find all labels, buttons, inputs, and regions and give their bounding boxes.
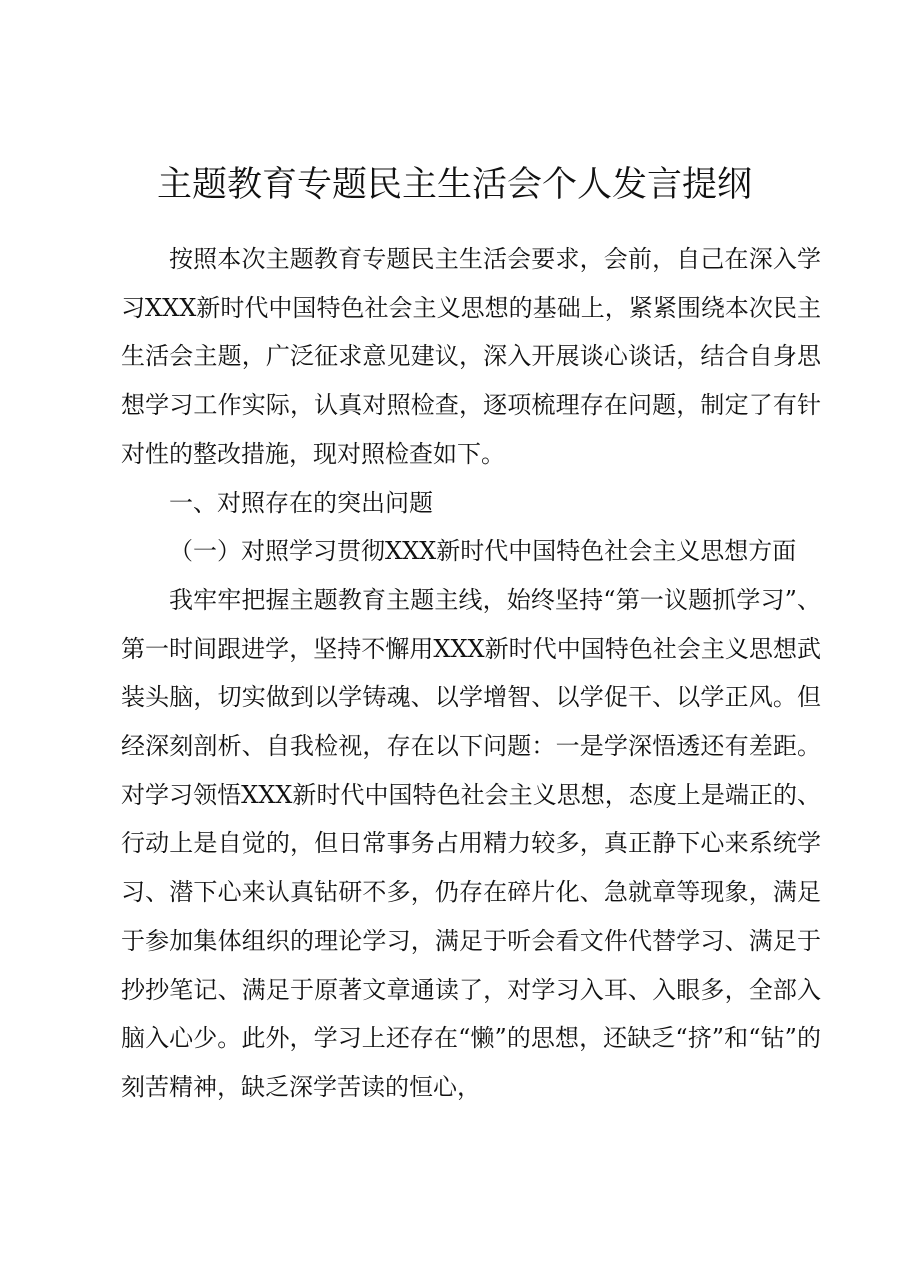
document-title: 主题教育专题民主生活会个人发言提纲 [156, 165, 752, 205]
body-paragraph: 我牢牢把握主题教育主题主线，始终坚持“第一议题抓学习”、第一时间跟进学，坚持不懈用XXX新时代中国特色社会主义思想武装头脑，切实做到以学铸魂、以学增智、以学促干、以学正风。但经深刻剖析、自我检视，存在以下问题：一是学深悟透还有差距。对学习领悟XXX新时代中国特色社会主义思想，态度上是端正的、行动上是自觉的，但日常事务占用精力较多，真正静下心来系统学习、潜下心来认真钻研不多，仍存在碎片化、急就章等现象，满足于参加集体组织的理论学习，满足于听会看文件代替学习、满足于抄抄笔记、满足于原著文章通读了，对学习入耳、入眼多，全部入脑入心少。此外，学习上还存在“懒”的思想，还缺乏“挤”和“钻”的刻苦精神，缺乏深学苦读的恒心， [121, 585, 821, 1101]
section-heading: 一、对照存在的突出问题 [169, 488, 433, 517]
intro-paragraph: 按照本次主题教育专题民主生活会要求，会前，自己在深入学习XXX新时代中国特色社会主义思想的基础上，紧紧围绕本次民主生活会主题，广泛征求意见建议，深入开展谈心谈话，结合自身思想学习工作实际，认真对照检查，逐项梳理存在问题，制定了有针对性的整改措施，现对照检查如下。 [121, 245, 821, 468]
subsection-heading: （一）对照学习贯彻XXX新时代中国特色社会主义思想方面 [169, 537, 797, 566]
document-body [121, 235, 821, 1112]
